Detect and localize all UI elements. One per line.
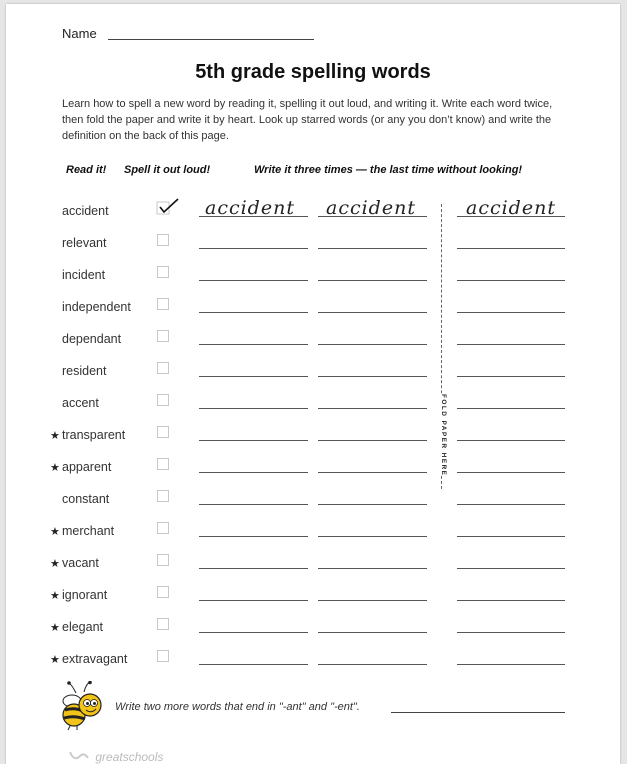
- spell-checkbox[interactable]: [157, 650, 169, 662]
- column-header-spell: Spell it out loud!: [124, 164, 211, 176]
- example-written-1: accident: [205, 197, 295, 219]
- write-line-1[interactable]: [199, 312, 308, 313]
- spelling-word: transparent: [62, 428, 126, 442]
- write-line-1[interactable]: [199, 664, 308, 665]
- spell-checkbox[interactable]: [157, 298, 169, 310]
- write-line-1[interactable]: [199, 440, 308, 441]
- name-field-line[interactable]: [108, 39, 314, 40]
- write-line-3[interactable]: [457, 600, 565, 601]
- spelling-word: ignorant: [62, 588, 108, 602]
- write-line-3[interactable]: [457, 248, 565, 249]
- spelling-word: extravagant: [62, 652, 128, 666]
- write-line-3[interactable]: [457, 376, 565, 377]
- write-line-2[interactable]: [318, 440, 427, 441]
- write-line-2[interactable]: [318, 248, 427, 249]
- column-header-read: Read it!: [66, 164, 107, 176]
- star-icon: ★: [50, 654, 60, 666]
- write-line-1[interactable]: [199, 568, 308, 569]
- spell-checkbox[interactable]: [157, 234, 169, 246]
- write-line-2[interactable]: [318, 344, 427, 345]
- bottom-answer-line[interactable]: [391, 712, 565, 713]
- checkmark-icon: [156, 197, 182, 217]
- spell-checkbox[interactable]: [157, 586, 169, 598]
- write-line-3[interactable]: [457, 440, 565, 441]
- spell-checkbox[interactable]: [157, 330, 169, 342]
- write-line-2[interactable]: [318, 280, 427, 281]
- column-header-write: Write it three times — the last time without looking!: [254, 164, 523, 176]
- page-title: 5th grade spelling words: [195, 61, 431, 83]
- write-line-1[interactable]: [199, 536, 308, 537]
- spelling-word: accident: [62, 204, 109, 218]
- fold-label: FOLD PAPER HERE: [440, 394, 447, 477]
- write-line-2[interactable]: [318, 376, 427, 377]
- spelling-word: incident: [62, 268, 106, 282]
- write-line-2[interactable]: [318, 664, 427, 665]
- write-line-3[interactable]: [457, 632, 565, 633]
- star-icon: ★: [50, 526, 60, 538]
- brand-name: greatschools: [95, 750, 164, 764]
- spell-checkbox[interactable]: [157, 362, 169, 374]
- spell-checkbox[interactable]: [157, 490, 169, 502]
- spell-checkbox[interactable]: [157, 458, 169, 470]
- write-line-1[interactable]: [199, 280, 308, 281]
- write-line-1[interactable]: [199, 344, 308, 345]
- spelling-word: relevant: [62, 236, 107, 250]
- write-line-2[interactable]: [318, 472, 427, 473]
- fold-label-box: [435, 394, 449, 477]
- write-line-3[interactable]: [457, 664, 565, 665]
- write-line-3[interactable]: [457, 536, 565, 537]
- spelling-word: dependant: [62, 332, 122, 346]
- star-icon: ★: [50, 590, 60, 602]
- spell-checkbox[interactable]: [157, 266, 169, 278]
- write-line-3[interactable]: [457, 408, 565, 409]
- worksheet-page: [6, 4, 620, 764]
- write-line-2[interactable]: [318, 504, 427, 505]
- write-line-3[interactable]: [457, 312, 565, 313]
- write-line-2[interactable]: [318, 408, 427, 409]
- example-written-3: accident: [466, 197, 556, 219]
- bee-icon: [60, 681, 106, 731]
- write-line-1[interactable]: [199, 504, 308, 505]
- spelling-word: constant: [62, 492, 110, 506]
- spell-checkbox[interactable]: [157, 394, 169, 406]
- spell-checkbox[interactable]: [157, 554, 169, 566]
- write-line-3[interactable]: [457, 568, 565, 569]
- spelling-word: merchant: [62, 524, 115, 538]
- star-icon: ★: [50, 430, 60, 442]
- spell-checkbox[interactable]: [157, 618, 169, 630]
- example-written-2: accident: [326, 197, 416, 219]
- spell-checkbox[interactable]: [157, 522, 169, 534]
- write-line-2[interactable]: [318, 632, 427, 633]
- spelling-word: elegant: [62, 620, 104, 634]
- write-line-2[interactable]: [318, 536, 427, 537]
- write-line-3[interactable]: [457, 504, 565, 505]
- star-icon: ★: [50, 462, 60, 474]
- write-line-2[interactable]: [318, 312, 427, 313]
- spelling-word: independent: [62, 300, 131, 314]
- instructions-text: Learn how to spell a new word by reading it, spelling it out loud, and writing it. Write each word twice, then fold the paper and write it by heart. Look up starred words (or any you don’t know) and write the definition on the back of this page.: [62, 98, 553, 142]
- write-line-3[interactable]: [457, 344, 565, 345]
- star-icon: ★: [50, 558, 60, 570]
- spelling-word: vacant: [62, 556, 99, 570]
- write-line-1[interactable]: [199, 408, 308, 409]
- bottom-prompt: Write two more words that end in "-ant" and "-ent".: [115, 701, 360, 713]
- star-icon: ★: [50, 622, 60, 634]
- write-line-1[interactable]: [199, 376, 308, 377]
- write-line-2[interactable]: [318, 568, 427, 569]
- write-line-3[interactable]: [457, 472, 565, 473]
- write-line-1[interactable]: [199, 248, 308, 249]
- spell-checkbox[interactable]: [157, 426, 169, 438]
- write-line-3[interactable]: [457, 280, 565, 281]
- write-line-2[interactable]: [318, 600, 427, 601]
- spelling-word: apparent: [62, 460, 112, 474]
- brand-logo: [68, 749, 163, 764]
- write-line-1[interactable]: [199, 600, 308, 601]
- spelling-word: resident: [62, 364, 107, 378]
- write-line-1[interactable]: [199, 472, 308, 473]
- name-label: Name: [62, 26, 97, 41]
- spelling-word: accent: [62, 396, 99, 410]
- write-line-1[interactable]: [199, 632, 308, 633]
